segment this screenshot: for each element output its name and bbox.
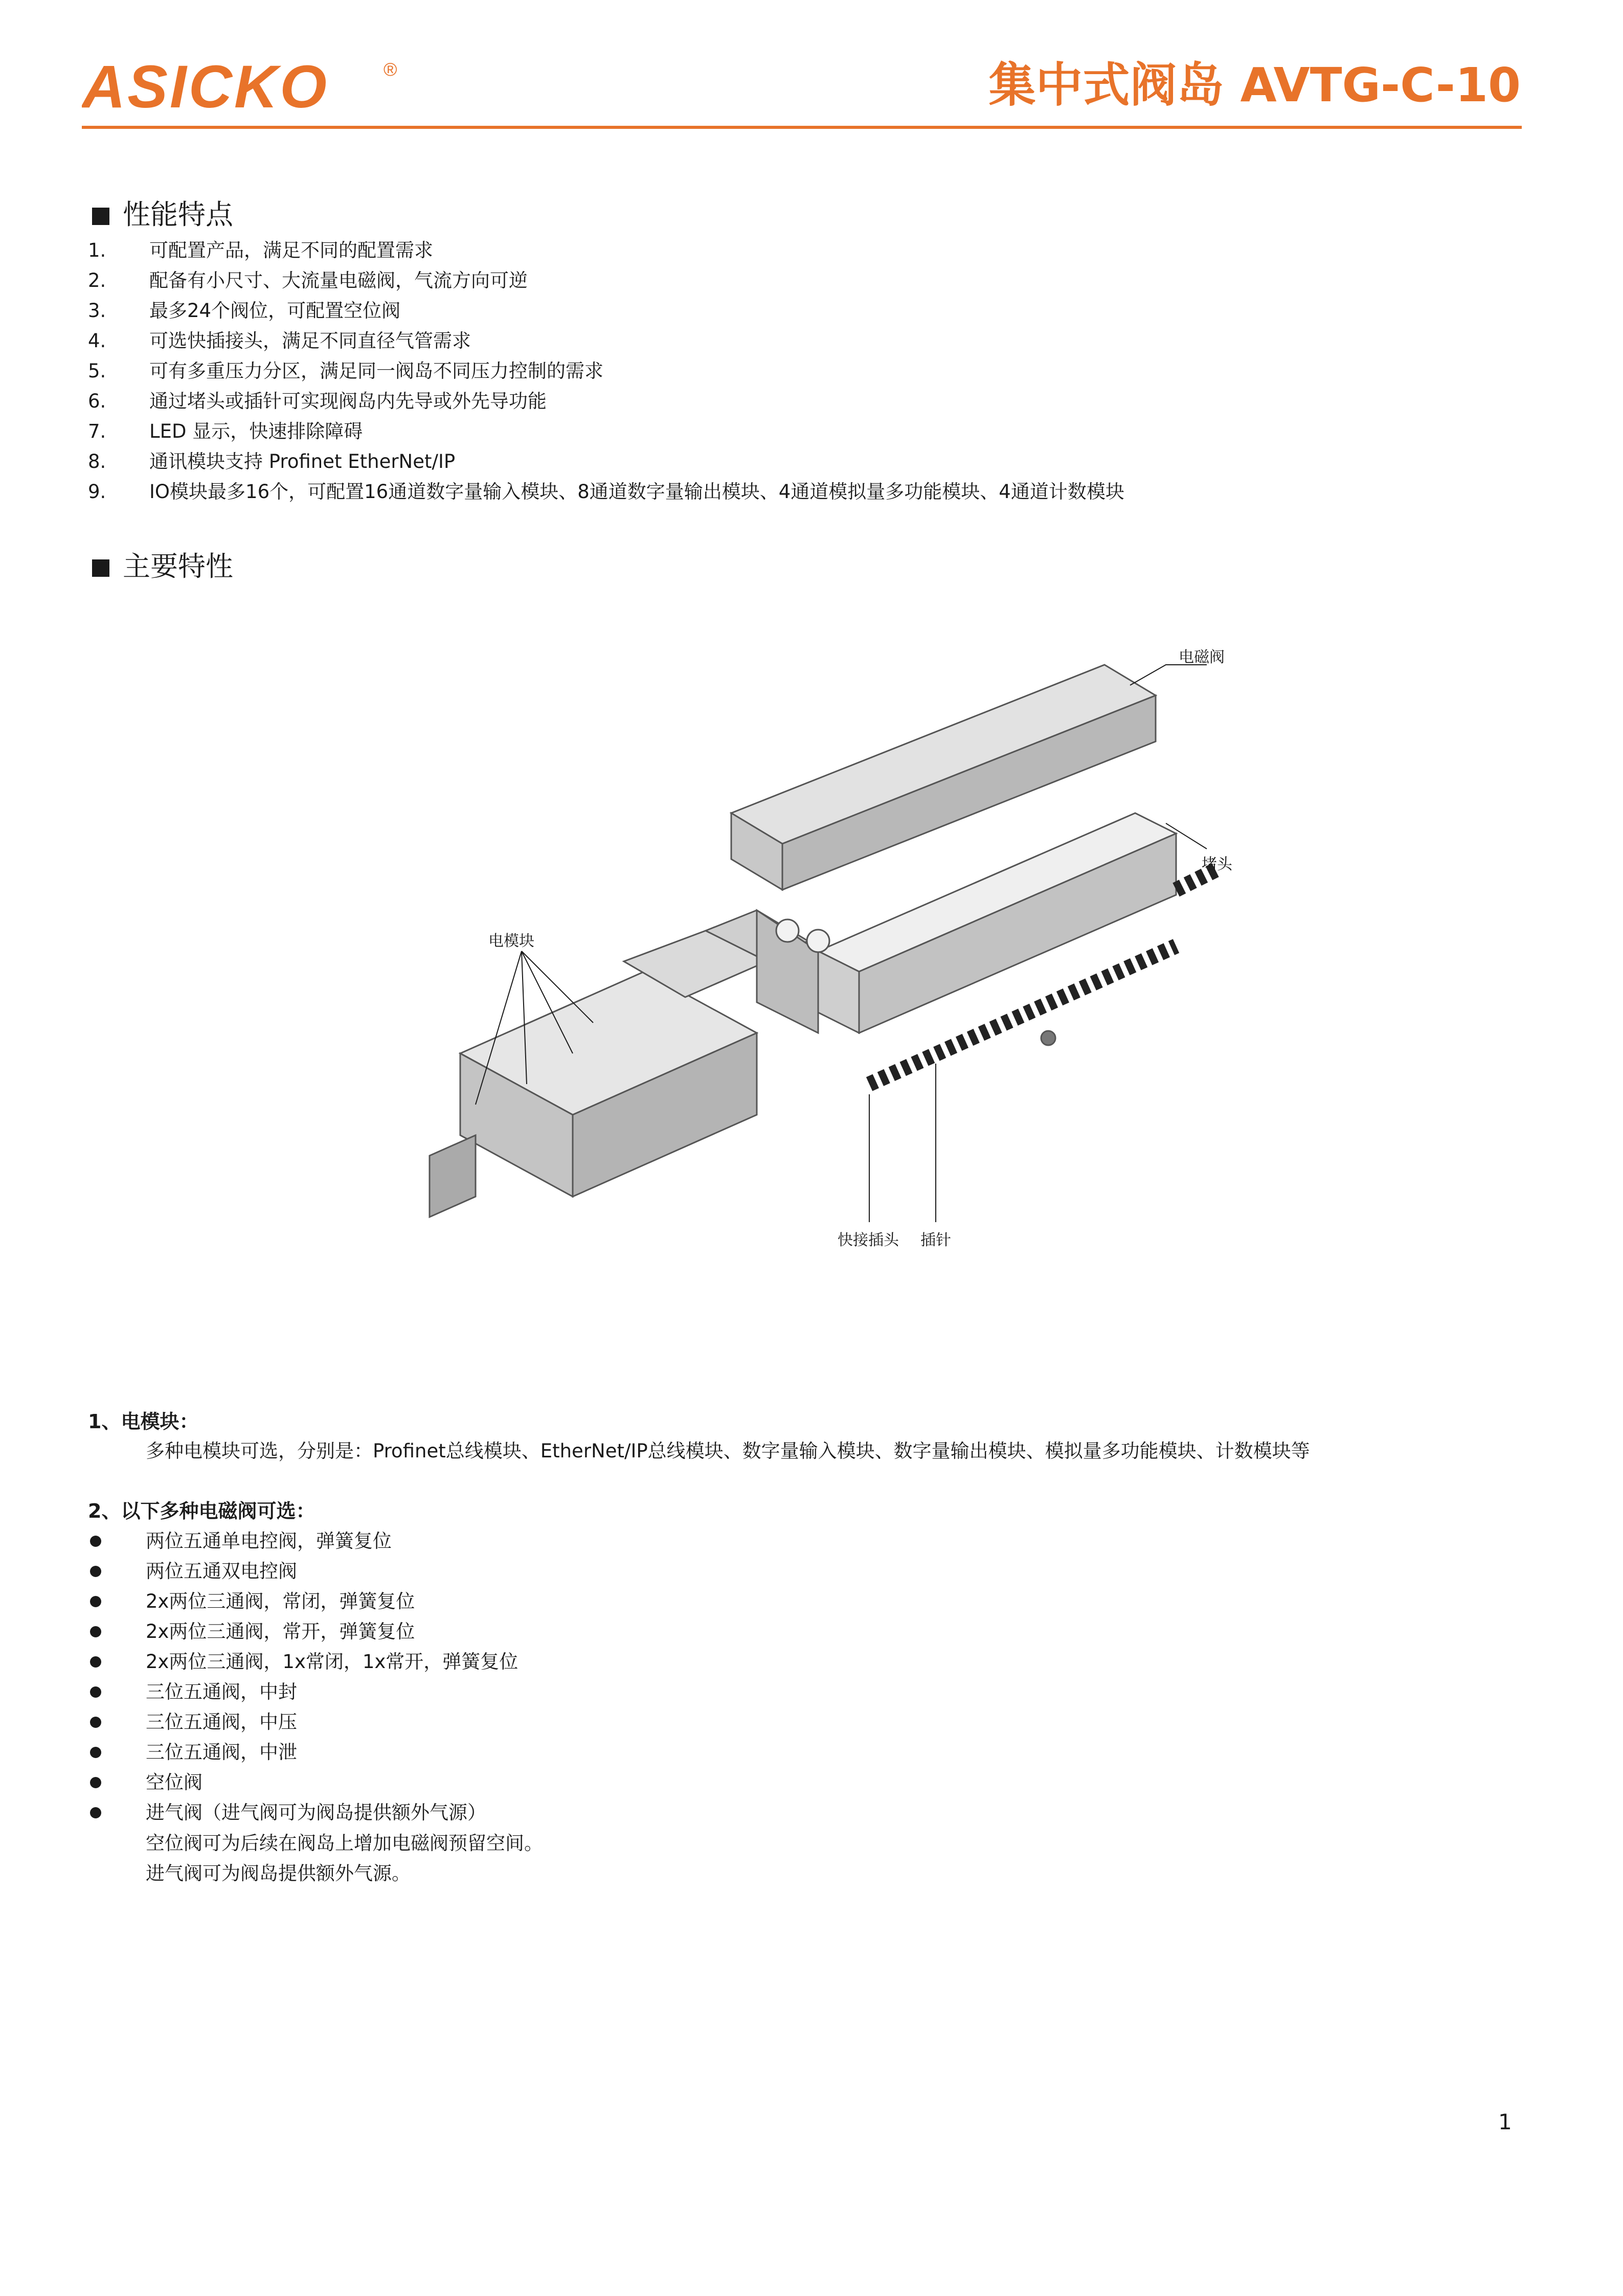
list-item (88, 477, 1520, 507)
list-item (88, 1586, 1520, 1616)
list-item-number: 7. (88, 420, 106, 442)
label-quick-connector: 快接插头 (838, 1231, 899, 1249)
list-item-text: 可有多重压力分区，满足同一阀岛不同压力控制的需求 (149, 360, 603, 382)
page-header (0, 0, 1623, 133)
list-item-number: 5. (88, 360, 106, 382)
list-item (88, 1526, 1520, 1556)
bullet-dot-icon (90, 1596, 101, 1607)
square-bullet-icon (92, 208, 109, 225)
label-solenoid-valve: 电磁阀 (1179, 648, 1225, 666)
list-item-number: 1. (88, 239, 106, 261)
bullet-dot-icon (90, 1656, 101, 1668)
list-item-text: 2x两位三通阀，1x常闭，1x常开，弹簧复位 (146, 1651, 519, 1673)
registered-mark: ® (384, 59, 397, 80)
list-item (88, 1737, 1520, 1767)
list-item-text: 进气阀（进气阀可为阀岛提供额外气源） (146, 1802, 486, 1824)
list-item (88, 1707, 1520, 1737)
list-item-text: 最多24个阀位，可配置空位阀 (149, 300, 401, 322)
list-item-text: 三位五通阀，中压 (146, 1711, 297, 1733)
list-item (88, 1767, 1520, 1797)
square-bullet-icon (92, 559, 109, 577)
valve-island-exploded-diagram (307, 644, 1329, 1350)
list-item-text: 三位五通阀，中封 (146, 1681, 297, 1703)
label-electric-module: 电模块 (488, 932, 534, 950)
list-item-text: 2x两位三通阀，常开，弹簧复位 (146, 1620, 415, 1642)
list-item (88, 386, 1520, 416)
list-item-text: 两位五通双电控阀 (146, 1560, 297, 1582)
bullet-dot-icon (90, 1777, 101, 1788)
list-item (88, 1647, 1520, 1677)
list-item-text: 可选快插接头，满足不同直径气管需求 (149, 330, 471, 352)
list-item-number: 4. (88, 330, 106, 352)
bullet-dot-icon (90, 1566, 101, 1577)
characteristics-heading (92, 549, 233, 584)
list-item (88, 356, 1520, 386)
list-item (88, 326, 1520, 356)
section2-note-1: 空位阀可为后续在阀岛上增加电磁阀预留空间。 (146, 1832, 543, 1854)
list-item-text: 两位五通单电控阀，弹簧复位 (146, 1530, 392, 1552)
list-item-text: 三位五通阀，中泄 (146, 1741, 297, 1763)
valve-types-list (88, 1526, 1520, 1828)
list-item-number: 8. (88, 451, 106, 472)
list-item-text: 2x两位三通阀，常闭，弹簧复位 (146, 1590, 415, 1612)
bullet-dot-icon (90, 1717, 101, 1728)
bullet-dot-icon (90, 1807, 101, 1818)
header-divider (82, 126, 1522, 129)
features-heading-text: 性能特点 (123, 198, 233, 231)
bullet-dot-icon (90, 1536, 101, 1547)
list-item (88, 416, 1520, 446)
list-item-text: IO模块最多16个，可配置16通道数字量输入模块、8通道数字量输出模块、4通道模拟量多功能模块、4通道计数模块 (149, 481, 1124, 503)
page-number: 1 (1498, 2109, 1512, 2134)
bullet-dot-icon (90, 1747, 101, 1758)
list-item-number: 3. (88, 300, 106, 322)
list-item-text: 可配置产品，满足不同的配置需求 (149, 239, 433, 261)
list-item (88, 296, 1520, 326)
list-item (88, 265, 1520, 296)
section2-note-2: 进气阀可为阀岛提供额外气源。 (146, 1862, 411, 1884)
list-item-number: 9. (88, 481, 106, 503)
label-pin: 插针 (920, 1231, 951, 1249)
list-item-number: 6. (88, 390, 106, 412)
bullet-dot-icon (90, 1686, 101, 1698)
list-item-text: 通讯模块支持 Profinet EtherNet/IP (149, 451, 456, 472)
bullet-dot-icon (90, 1626, 101, 1637)
list-item (88, 1556, 1520, 1586)
list-item (88, 1677, 1520, 1707)
features-heading (92, 197, 233, 233)
characteristics-heading-text: 主要特性 (123, 550, 233, 582)
list-item-text: 配备有小尺寸、大流量电磁阀，气流方向可逆 (149, 269, 528, 291)
label-plug: 堵头 (1202, 856, 1232, 873)
list-item-text: LED 显示，快速排除障碍 (149, 420, 363, 442)
list-item (88, 235, 1520, 265)
list-item (88, 1797, 1520, 1828)
section1-text: 多种电模块可选，分别是：Profinet总线模块、EtherNet/IP总线模块、数字量输入模块、数字量输出模块、模拟量多功能模块、计数模块等 (146, 1440, 1310, 1462)
list-item-number: 2. (88, 269, 106, 291)
features-list (88, 235, 1520, 507)
list-item-text: 通过堵头或插针可实现阀岛内先导或外先导功能 (149, 390, 547, 412)
section1-heading: 1、电模块： (88, 1410, 199, 1433)
asicko-logo (82, 56, 409, 118)
logo-wordmark: ASICKO (82, 56, 329, 118)
section2-heading: 2、以下多种电磁阀可选： (88, 1500, 315, 1522)
document-title: 集中式阀岛 AVTG-C-10 (988, 58, 1521, 112)
list-item (88, 1616, 1520, 1647)
list-item (88, 446, 1520, 477)
list-item-text: 空位阀 (146, 1771, 202, 1793)
